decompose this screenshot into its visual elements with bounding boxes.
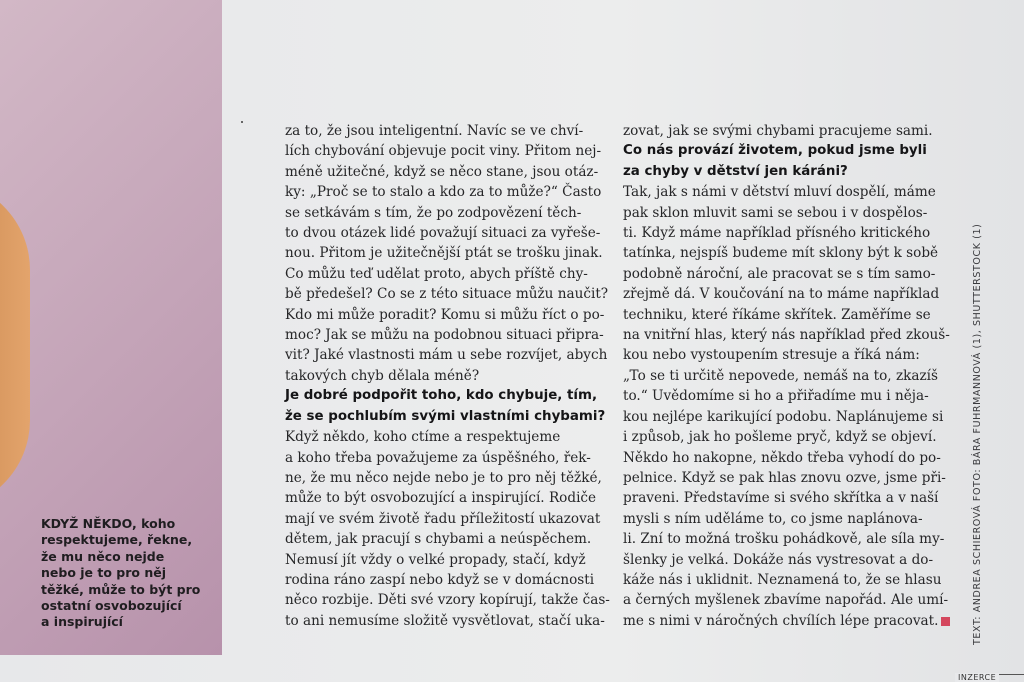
caption-line: nebo je to pro něj bbox=[41, 565, 167, 581]
body-line: mysli s ním uděláme to, co jsme naplánova- bbox=[623, 510, 923, 527]
body-line: podobně nároční, ale pracovat se s tím samo- bbox=[623, 265, 936, 282]
body-line: ne, že mu něco nejde nebo je to pro něj těžké, bbox=[285, 469, 602, 486]
question-heading: Co nás provází životem, pokud jsme byli bbox=[623, 143, 927, 159]
body-line: kou nejlépe karikující podobu. Naplánujeme si bbox=[623, 408, 944, 425]
body-line: „To se ti určitě nepovede, nemáš na to, zkazíš bbox=[623, 367, 938, 384]
last-line-text: me s nimi v náročných chvílích lépe pracovat. bbox=[623, 612, 939, 629]
caption-line: ostatní osvobozující bbox=[41, 598, 182, 614]
body-line: moc? Jak se můžu na podobnou situaci připra- bbox=[285, 327, 604, 344]
article-photo bbox=[0, 0, 222, 655]
body-line: i způsob, jak ho pošleme pryč, když se objeví. bbox=[623, 429, 937, 446]
body-line: káže nás i uklidnit. Neznamená to, že se hlasu bbox=[623, 571, 942, 588]
caption-line: KDYŽ NĚKDO, koho bbox=[41, 516, 176, 531]
body-line: pelnice. Když se pak hlas znovu ozve, jsme při- bbox=[623, 469, 946, 486]
caption-line: a inspirující bbox=[41, 614, 123, 630]
body-line: dětem, jak pracují s chybami a neúspěchem. bbox=[285, 531, 592, 548]
body-line: a koho třeba považujeme za úspěšného, řek- bbox=[285, 449, 591, 466]
body-line: takových chyb dělala méně? bbox=[285, 367, 480, 384]
body-line: zřejmě dá. V koučování na to máme například bbox=[623, 286, 940, 303]
body-line: ky: „Proč se to stalo a kdo za to může?“ Často bbox=[285, 184, 602, 201]
body-line: li. Zní to možná trošku pohádkově, ale síla my- bbox=[623, 531, 945, 548]
body-line: za to, že jsou inteligentní. Navíc se ve chví- bbox=[285, 123, 584, 139]
body-line: to dvou otázek lidé považují situaci za vyřeše- bbox=[285, 225, 601, 242]
body-line: Někdo ho nakopne, někdo třeba vyhodí do po- bbox=[623, 449, 941, 466]
body-line: ti. Když máme například přísného kritického bbox=[623, 225, 931, 242]
body-line: Nemusí jít vždy o velké propady, stačí, když bbox=[285, 551, 586, 568]
body-line: vit? Jaké vlastnosti mám u sebe rozvíjet, abych bbox=[285, 347, 608, 364]
body-line: Kdo mi může poradit? Komu si můžu říct o po- bbox=[285, 306, 605, 323]
article-column-1 bbox=[285, 121, 615, 631]
question-heading: Je dobré podpořit toho, kdo chybuje, tím, bbox=[285, 388, 598, 404]
body-line: může to být osvobozující a inspirující. Rodiče bbox=[285, 490, 597, 507]
body-line: techniku, které říkáme skřítek. Zaměříme se bbox=[623, 306, 931, 323]
body-line: na vnitřní hlas, který nás například před zkouš- bbox=[623, 327, 950, 344]
body-line: a černých myšlenek zbavíme napořád. Ale umí- bbox=[623, 592, 949, 609]
body-line: se setkávám s tím, že po zodpovězení těch- bbox=[285, 204, 582, 221]
body-line: lích chybování objevuje pocit viny. Přitom nej- bbox=[285, 143, 602, 160]
question-heading: za chyby v dětství jen káráni? bbox=[623, 163, 848, 179]
body-line: tatínka, nejspíš budeme mít sklony být k sobě bbox=[623, 245, 939, 262]
body-line: pak sklon mluvit sami se sebou i v dospělos- bbox=[623, 204, 928, 221]
body-line: méně užitečné, když se něco stane, jsou otáz- bbox=[285, 163, 599, 180]
body-line: něco rozbije. Děti své vzory kopírují, takže čas- bbox=[285, 592, 610, 609]
footer-label: INZERCE bbox=[955, 673, 999, 682]
body-line: šlenky je velká. Dokáže nás vystresovat a do- bbox=[623, 551, 934, 568]
caption-line: že mu něco nejde bbox=[41, 548, 165, 564]
caption-line: těžké, může to být pro bbox=[41, 581, 201, 597]
article-column-2 bbox=[623, 121, 953, 631]
body-line: kou nebo vystoupením stresuje a říká nám: bbox=[623, 347, 920, 364]
body-line: to.“ Uvědomíme si ho a přiřadíme mu i něja- bbox=[623, 388, 929, 405]
photo-shoulder bbox=[0, 180, 30, 510]
body-line: zovat, jak se svými chybami pracujeme sami. bbox=[623, 123, 933, 139]
body-line-last bbox=[623, 611, 953, 631]
article-end-mark bbox=[941, 617, 950, 626]
body-line: bě předešel? Co se z této situace můžu naučit? bbox=[285, 286, 609, 303]
body-line: Co můžu teď udělat proto, abych příště chy- bbox=[285, 265, 588, 282]
print-speck bbox=[241, 121, 243, 123]
photo-credit: TEXT: ANDREA SCHIEROVÁ FOTO: BÁRA FUHRMANNOVÁ (1), SHUTTERSTOCK (1) bbox=[972, 223, 983, 645]
question-heading: že se pochlubím svými vlastními chybami? bbox=[285, 408, 606, 424]
body-line: rodina ráno zaspí nebo když se v domácnosti bbox=[285, 571, 595, 588]
body-line: mají ve svém životě řadu příležitostí ukazovat bbox=[285, 510, 601, 527]
body-line: praveni. Představíme si svého skřítka a v naší bbox=[623, 490, 939, 507]
body-line: Když někdo, koho ctíme a respektujeme bbox=[285, 429, 561, 446]
body-line: nou. Přitom je užitečnější ptát se trošku jinak. bbox=[285, 245, 603, 262]
caption-line: respektujeme, řekne, bbox=[41, 532, 193, 548]
body-line: to ani nemusíme složitě vysvětlovat, stačí uka- bbox=[285, 612, 605, 629]
body-line: Tak, jak s námi v dětství mluví dospělí, máme bbox=[623, 184, 936, 201]
photo-caption bbox=[41, 516, 211, 631]
